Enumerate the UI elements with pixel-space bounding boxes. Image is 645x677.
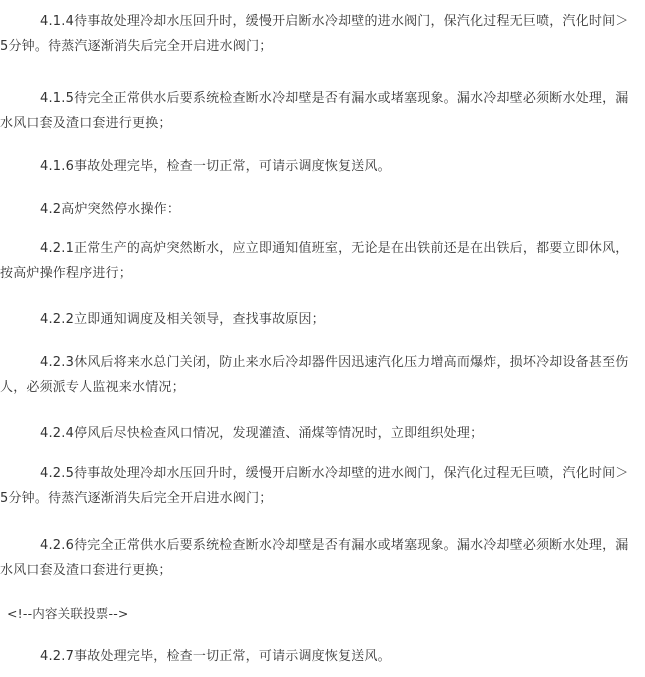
paragraph-4-2-4: 4.2.4停风后尽快检查风口情况，发现灌渣、涌煤等情况时，立即组织处理；: [40, 426, 484, 441]
paragraph-4-2-2: 4.2.2立即通知调度及相关领导，查找事故原因；: [40, 312, 325, 327]
paragraph-4-1-6: 4.1.6事故处理完毕，检查一切正常，可请示调度恢复送风。: [40, 159, 391, 174]
paragraph-4-2-6: 4.2.6待完全正常供水后要系统检查断水冷却壁是否有漏水或堵塞现象。漏水冷却壁必须断水处理，漏水风口套及渣口套进行更换；: [0, 538, 629, 578]
paragraph-4-2-7: 4.2.7事故处理完毕，检查一切正常，可请示调度恢复送风。: [40, 649, 391, 664]
html-comment-text: <!--内容关联投票-->: [7, 606, 129, 621]
paragraph-4-2-5: 4.2.5待事故处理冷却水压回升时，缓慢开启断水冷却壁的进水阀门，保汽化过程无巨喷，汽化时间＞5分钟。待蒸汽逐渐消失后完全开启进水阀门；: [0, 466, 629, 506]
paragraph-4-2-3: 4.2.3休风后将来水总门关闭，防止来水后冷却器件因迅速汽化压力增高而爆炸，损坏冷却设备甚至伤人，必须派专人监视来水情况；: [0, 355, 629, 395]
paragraph-4-1-5: 4.1.5待完全正常供水后要系统检查断水冷却壁是否有漏水或堵塞现象。漏水冷却壁必须断水处理，漏水风口套及渣口套进行更换；: [0, 91, 629, 131]
paragraph-4-2-heading: 4.2高炉突然停水操作：: [40, 202, 181, 217]
paragraph-4-1-4: 4.1.4待事故处理冷却水压回升时，缓慢开启断水冷却壁的进水阀门，保汽化过程无巨喷，汽化时间＞5分钟。待蒸汽逐渐消失后完全开启进水阀门；: [0, 14, 629, 54]
paragraph-4-2-1: 4.2.1正常生产的高炉突然断水，应立即通知值班室，无论是在出铁前还是在出铁后，都要立即休风，按高炉操作程序进行；: [0, 241, 629, 281]
